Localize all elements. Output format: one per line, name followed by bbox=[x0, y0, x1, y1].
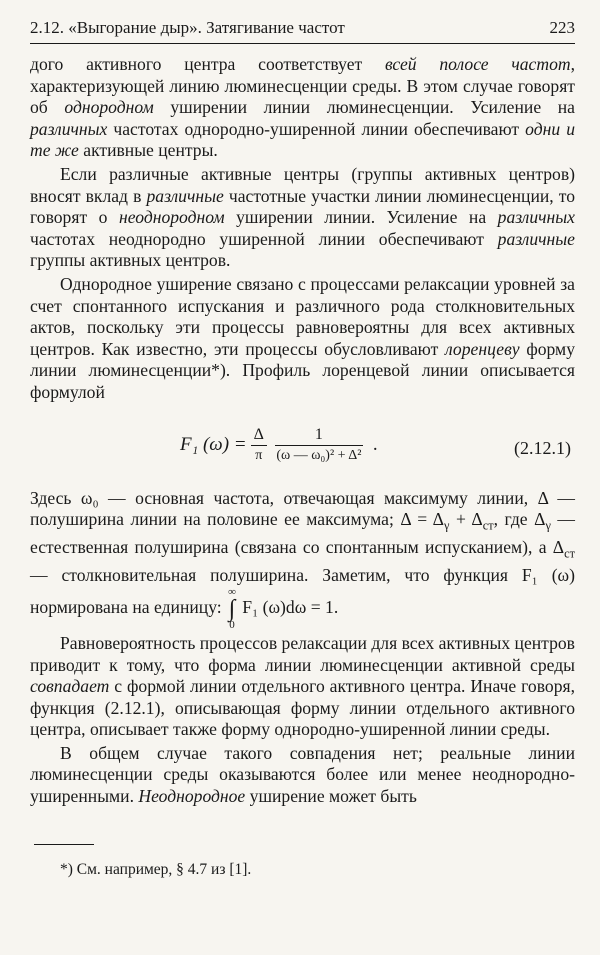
text: , характеризующей линию люминесценции среды. В этом случае говорят об bbox=[30, 54, 575, 118]
text: Однородное уширение связано с процессами релаксации уровней за счет спонтанного испускания и различного рода столкновительных актов, поскольку эти процессы равновероятны для всех активных центров. Как известно, эти процессы обусловливают bbox=[30, 273, 575, 359]
text: уширении линии. Усиление на bbox=[224, 207, 498, 228]
fraction-delta-over-pi bbox=[251, 426, 267, 464]
integral-lower-limit: 0 bbox=[229, 618, 235, 631]
text: В общем случае такого совпадения нет; реальные линии люминесценции среды оказываются более или менее неоднородно-уширенными. bbox=[30, 742, 575, 807]
emphasis: лоренцеву bbox=[445, 338, 520, 359]
text: Если различные активные центры (группы активных центров) вносят вклад в bbox=[30, 163, 575, 206]
emphasis: всей полосе частот bbox=[384, 54, 571, 74]
emphasis: различных bbox=[497, 207, 575, 228]
equation-body bbox=[180, 426, 378, 464]
text: — естественная полуширина (связана со спонтанным испусканием), а Δ bbox=[30, 509, 576, 558]
integral-symbol: ∫ bbox=[228, 595, 236, 622]
numerator: Δ bbox=[251, 426, 267, 446]
subscript: ст bbox=[482, 518, 494, 533]
equation-2-12-1 bbox=[30, 422, 575, 474]
emphasis: одни и те же bbox=[30, 118, 576, 161]
text: активные центры. bbox=[78, 140, 218, 161]
equation-lhs: F₁ (ω) = bbox=[180, 433, 247, 455]
fraction-lorentz bbox=[275, 426, 363, 464]
paragraph-4 bbox=[30, 488, 575, 631]
paragraph-6 bbox=[30, 743, 575, 808]
text: уширении линии люминесценции. Усиление на bbox=[153, 97, 575, 118]
numerator: 1 bbox=[275, 426, 363, 446]
text: F₁ (ω)dω = 1. bbox=[237, 596, 339, 617]
text: — столкновительная полуширина. Заметим, что функция F₁ (ω) нормирована на единицу: bbox=[30, 565, 575, 617]
text: частотные участки линии люминесценции, то говорят о bbox=[30, 185, 575, 228]
emphasis: различные bbox=[497, 228, 575, 249]
equation-period: . bbox=[372, 433, 378, 455]
paragraph-3 bbox=[30, 274, 575, 404]
paragraph-2 bbox=[30, 164, 575, 272]
paragraph-5 bbox=[30, 633, 575, 741]
running-header bbox=[30, 18, 575, 44]
emphasis: однородном bbox=[64, 97, 154, 118]
denominator: π bbox=[255, 447, 263, 463]
page-number: 223 bbox=[549, 18, 575, 37]
emphasis: совпадает bbox=[30, 676, 110, 697]
subscript: γ bbox=[444, 518, 450, 533]
subscript: ст bbox=[564, 546, 575, 561]
text: уширение может быть bbox=[245, 786, 417, 807]
emphasis: различные bbox=[146, 185, 224, 206]
body-text bbox=[30, 54, 575, 808]
text: с формой линии отдельного активного центра. Иначе говоря, функция (2.12.1), описывающая форму линии отдельного активного центра, описывает также форму однородно-уширенной линии среды. bbox=[30, 676, 575, 740]
text: , где Δ bbox=[493, 509, 546, 530]
emphasis: Неоднородное bbox=[138, 786, 246, 807]
footnote-divider bbox=[34, 844, 94, 845]
emphasis: различных bbox=[30, 118, 108, 139]
equation-number: (2.12.1) bbox=[514, 437, 571, 458]
text: Здесь ω₀ — основная частота, отвечающая максимуму линии, Δ — полуширина линии на половине ее максимума; Δ = Δ bbox=[30, 487, 575, 530]
integral-upper-limit: ∞ bbox=[228, 585, 236, 598]
subscript: γ bbox=[545, 518, 551, 533]
text: + Δ bbox=[449, 509, 483, 530]
text: дого активного центра соответствует bbox=[30, 54, 385, 74]
text: группы активных центров. bbox=[30, 250, 231, 271]
section-title: 2.12. «Выгорание дыр». Затягивание частот bbox=[30, 18, 345, 37]
integral-sign bbox=[228, 587, 236, 631]
text: форму линии люминесценции*). Профиль лоренцевой линии описывается формулой bbox=[30, 338, 575, 402]
paragraph-1 bbox=[30, 54, 575, 162]
footnote: *) См. например, § 4.7 из [1]. bbox=[60, 860, 252, 878]
text: частотах однородно-уширенной линии обеспечивают bbox=[107, 118, 526, 139]
denominator: (ω — ω₀)² + Δ² bbox=[276, 447, 362, 463]
emphasis: неоднородном bbox=[118, 207, 225, 228]
page bbox=[30, 18, 575, 879]
text: частотах неоднородно уширенной линии обеспечивают bbox=[30, 228, 498, 249]
text: Равновероятность процессов релаксации для всех активных центров приводит к тому, что форма линии люминесценции активной среды bbox=[30, 632, 575, 675]
